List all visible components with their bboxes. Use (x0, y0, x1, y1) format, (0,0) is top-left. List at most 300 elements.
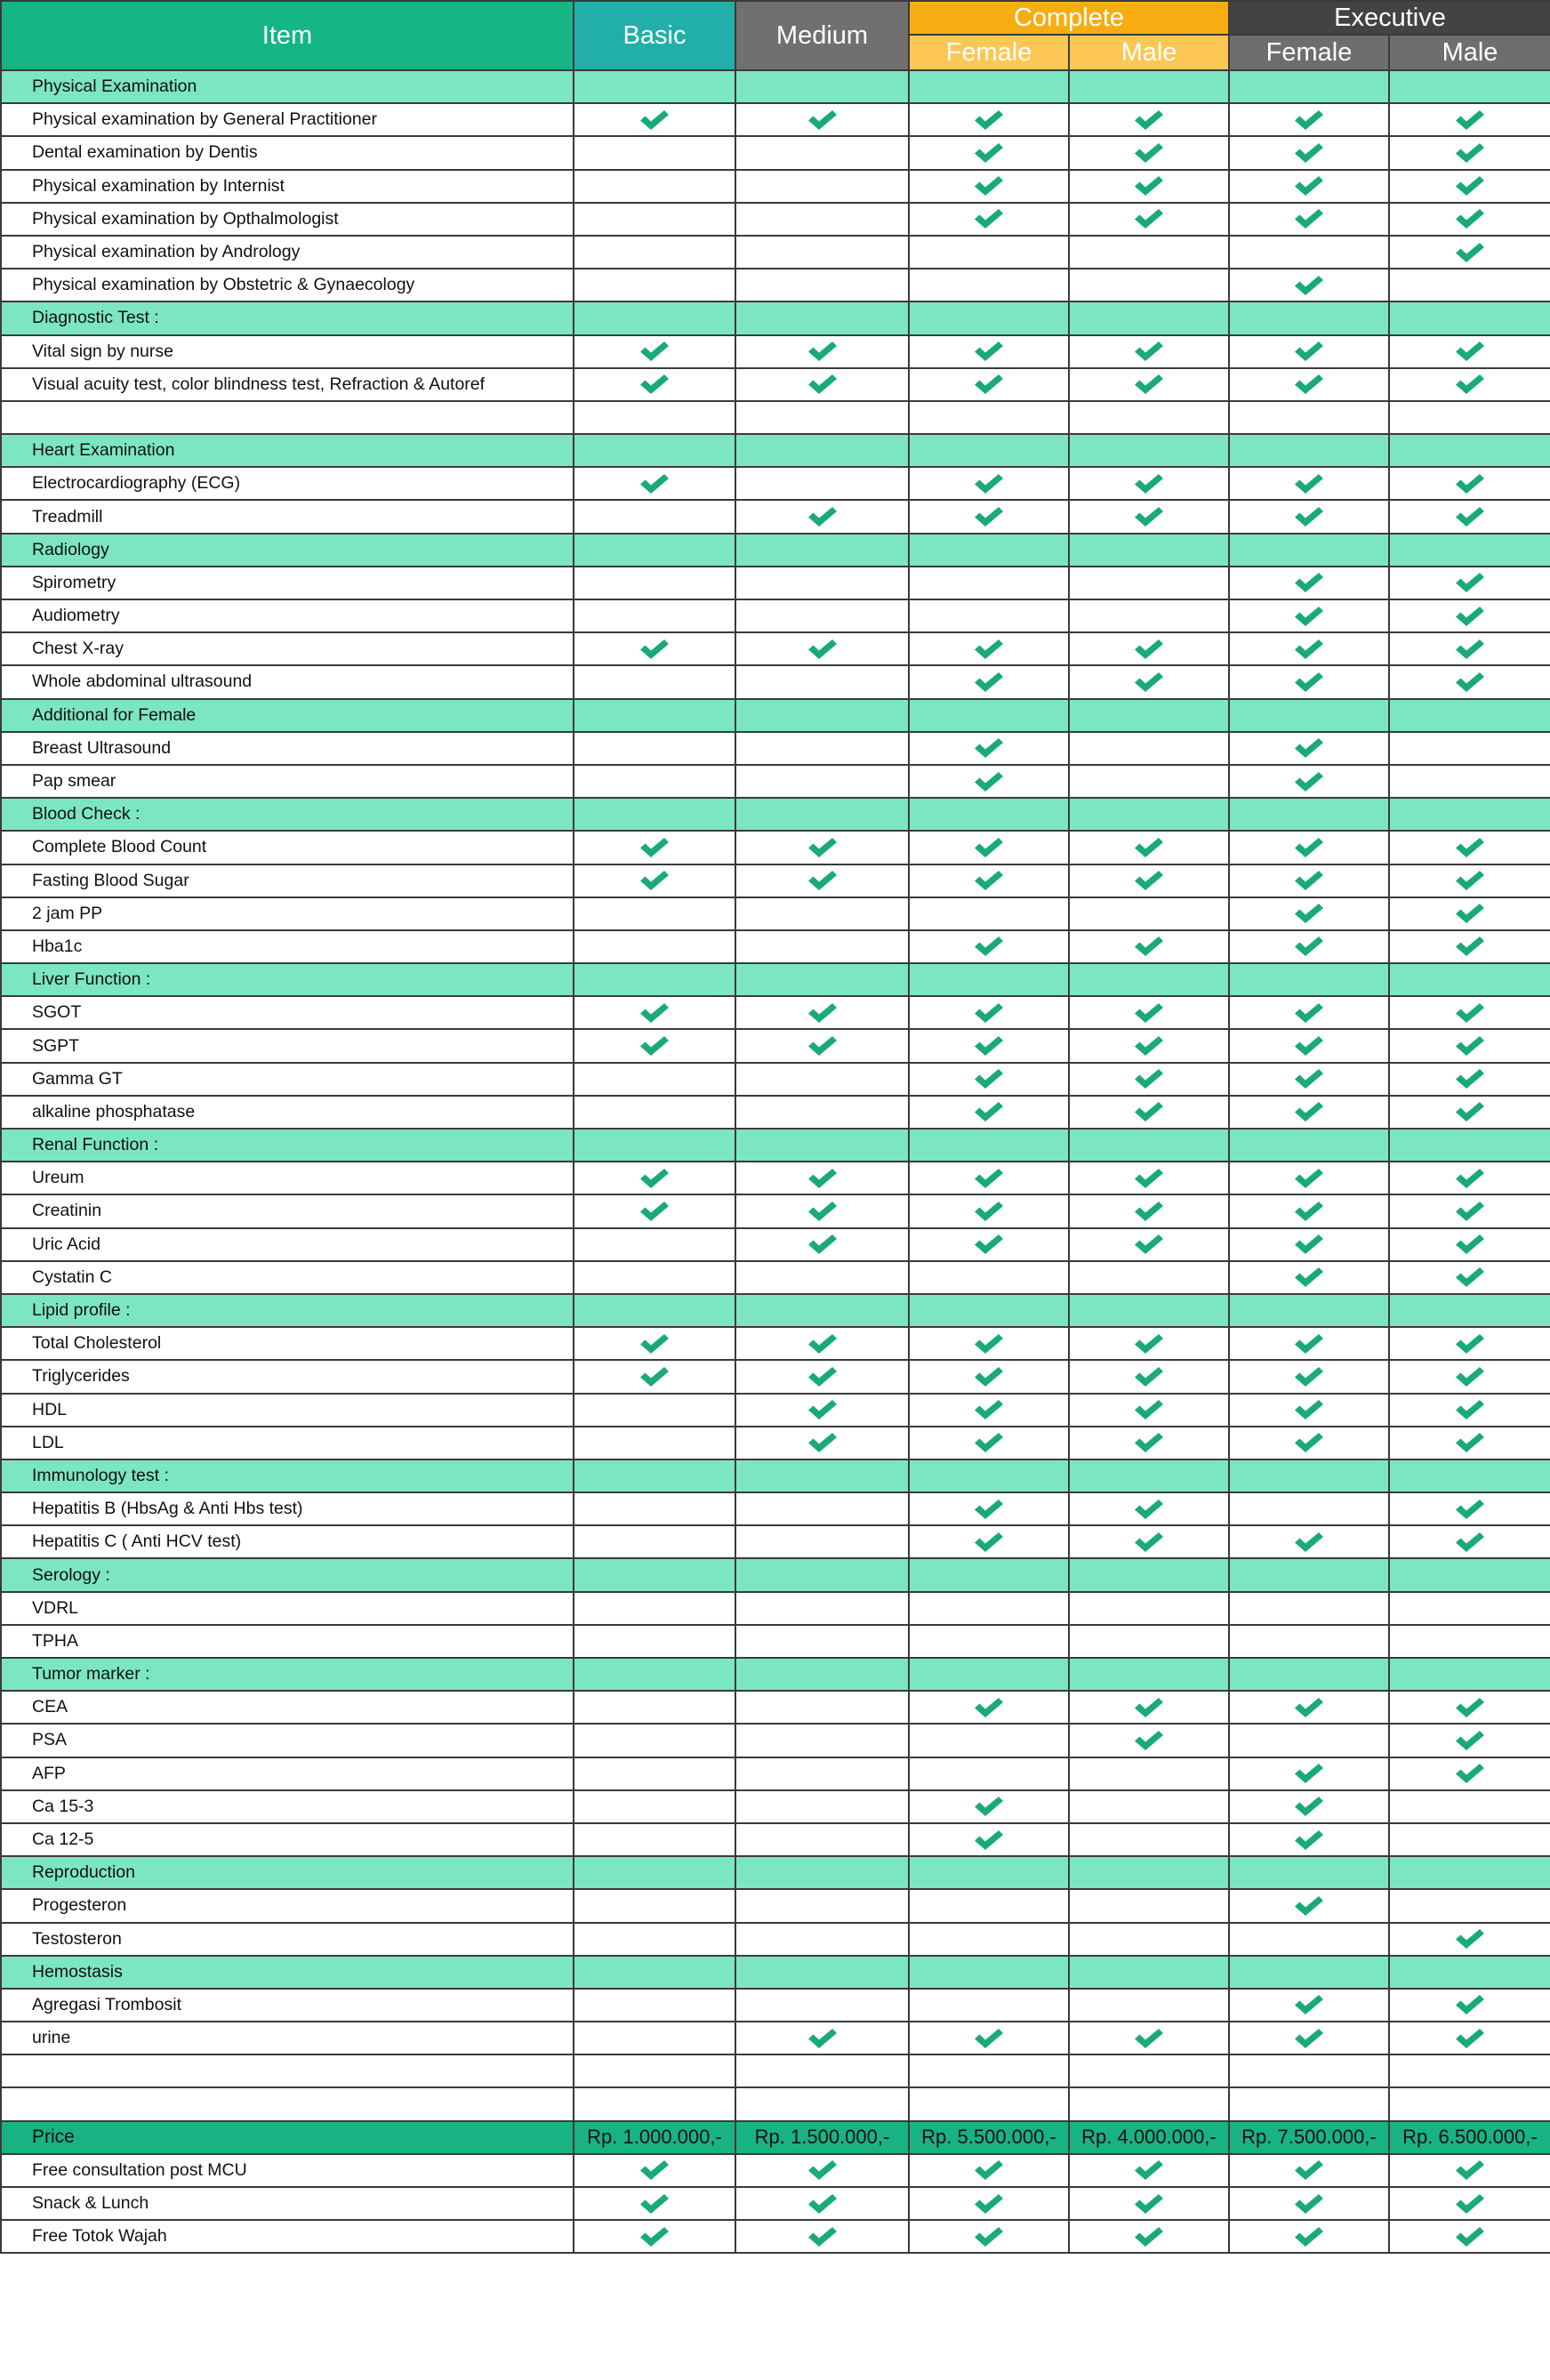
check-icon (1454, 671, 1486, 693)
check-icon (1293, 2226, 1325, 2247)
cell-basic (574, 401, 735, 434)
check-icon (1133, 2193, 1165, 2215)
cell-complete-male (1069, 1228, 1229, 1261)
cell-basic (574, 1724, 735, 1757)
cell-executive-male (1389, 1228, 1550, 1261)
cell-complete-male (1069, 1989, 1229, 2022)
cell-complete-female (909, 269, 1069, 302)
executive-male-header: Male (1389, 35, 1550, 70)
cell-executive-female (1229, 170, 1389, 203)
cell-medium (735, 1558, 909, 1591)
check-icon (973, 341, 1005, 362)
check-icon (1293, 341, 1325, 362)
check-icon (638, 1002, 671, 1024)
table-row (1, 269, 1550, 302)
cell-executive-male (1389, 1261, 1550, 1294)
check-icon (973, 671, 1005, 693)
check-icon (1293, 1234, 1325, 1255)
table-row (1, 1228, 1550, 1261)
table-row (1, 1823, 1550, 1856)
cell-complete-female (909, 1525, 1069, 1558)
section-label: Renal Function : (1, 1129, 574, 1162)
cell-medium (735, 1360, 909, 1393)
check-icon (973, 175, 1005, 197)
complete-column-header: Complete (909, 1, 1229, 35)
cell-complete-male (1069, 1394, 1229, 1427)
item-label: PSA (1, 1724, 574, 1757)
check-icon (1133, 1499, 1165, 1520)
check-icon (1293, 1035, 1325, 1057)
cell-medium (735, 2022, 909, 2054)
cell-medium (735, 1327, 909, 1360)
check-icon (1454, 175, 1486, 197)
cell-medium (735, 1724, 909, 1757)
cell-medium (735, 1592, 909, 1625)
cell-basic (574, 1063, 735, 1096)
item-label: Free Totok Wajah (1, 2220, 574, 2253)
cell-executive-male (1389, 1923, 1550, 1956)
cell-basic (574, 1327, 735, 1360)
cell-basic (574, 864, 735, 897)
table-row (1, 864, 1550, 897)
cell-executive-female (1229, 963, 1389, 996)
cell-executive-female (1229, 732, 1389, 765)
cell-executive-male (1389, 831, 1550, 864)
cell-executive-female (1229, 1228, 1389, 1261)
cell-complete-female (909, 665, 1069, 698)
table-row (1, 996, 1550, 1029)
check-icon (1454, 1763, 1486, 1784)
cell-medium (735, 1989, 909, 2022)
table-row (1, 2187, 1550, 2220)
cell-executive-female (1229, 236, 1389, 269)
cell-basic (574, 1162, 735, 1194)
cell-complete-male (1069, 996, 1229, 1029)
check-icon (1454, 1035, 1486, 1057)
cell-basic (574, 1029, 735, 1062)
cell-medium (735, 1856, 909, 1889)
cell-executive-male (1389, 798, 1550, 831)
check-icon (973, 1796, 1005, 1817)
cell-executive-male (1389, 434, 1550, 467)
cell-complete-female (909, 1063, 1069, 1096)
cell-complete-female (909, 1261, 1069, 1294)
cell-executive-male (1389, 236, 1550, 269)
cell-executive-female (1229, 103, 1389, 136)
cell-executive-male (1389, 930, 1550, 963)
cell-executive-male (1389, 1757, 1550, 1790)
cell-executive-male (1389, 1856, 1550, 1889)
check-icon (1454, 903, 1486, 924)
check-icon (1293, 737, 1325, 759)
cell-complete-female (909, 864, 1069, 897)
item-label: Visual acuity test, color blindness test, Refraction & Autoref (1, 368, 574, 401)
cell-complete-male (1069, 1724, 1229, 1757)
check-icon (1293, 870, 1325, 891)
cell-executive-female (1229, 1790, 1389, 1823)
cell-executive-female (1229, 831, 1389, 864)
table-row (1, 1592, 1550, 1625)
item-label: AFP (1, 1757, 574, 1790)
cell-basic (574, 1691, 735, 1724)
check-icon (638, 1035, 671, 1057)
item-label: Vital sign by nurse (1, 335, 574, 368)
table-row (1, 765, 1550, 798)
check-icon (1133, 1002, 1165, 1024)
cell-complete-female (909, 831, 1069, 864)
item-label: TPHA (1, 1625, 574, 1658)
cell-basic (574, 1823, 735, 1856)
item-label: Progesteron (1, 1889, 574, 1922)
table-row (1, 467, 1550, 500)
medium-column-header: Medium (735, 1, 909, 70)
cell-executive-male (1389, 1790, 1550, 1823)
cell-complete-female (909, 798, 1069, 831)
item-label: Physical examination by Internist (1, 170, 574, 203)
cell-complete-female (909, 1757, 1069, 1790)
cell-complete-male (1069, 534, 1229, 567)
cell-complete-male (1069, 732, 1229, 765)
check-icon (1454, 1266, 1486, 1288)
cell-medium (735, 136, 909, 169)
cell-medium (735, 1063, 909, 1096)
cell-complete-female (909, 1658, 1069, 1691)
cell-complete-female (909, 335, 1069, 368)
check-icon (1293, 374, 1325, 395)
cell-executive-female (1229, 798, 1389, 831)
check-icon (1293, 175, 1325, 197)
table-row (1, 1029, 1550, 1062)
check-icon (1293, 2193, 1325, 2215)
table-row (1, 1691, 1550, 1724)
cell-executive-male (1389, 1063, 1550, 1096)
check-icon (1293, 771, 1325, 792)
item-label: Gamma GT (1, 1063, 574, 1096)
cell-executive-female (1229, 930, 1389, 963)
check-icon (973, 1829, 1005, 1851)
table-row (1, 632, 1550, 665)
item-label: Physical examination by Andrology (1, 236, 574, 269)
check-icon (973, 374, 1005, 395)
cell-executive-male (1389, 1823, 1550, 1856)
cell-executive-female (1229, 2187, 1389, 2220)
cell-complete-male (1069, 236, 1229, 269)
check-icon (638, 473, 671, 494)
check-icon (1133, 2159, 1165, 2181)
item-column-header: Item (1, 1, 574, 70)
cell-complete-female (909, 599, 1069, 632)
cell-complete-female (909, 1923, 1069, 1956)
cell-complete-female (909, 302, 1069, 334)
check-icon (973, 2159, 1005, 2181)
check-icon (1454, 1499, 1486, 1520)
check-icon (1454, 936, 1486, 957)
cell-basic (574, 70, 735, 103)
cell-executive-male (1389, 1029, 1550, 1062)
cell-basic (574, 534, 735, 567)
cell-medium (735, 996, 909, 1029)
cell-complete-male (1069, 665, 1229, 698)
cell-basic (574, 798, 735, 831)
check-icon (638, 1168, 671, 1189)
check-icon (807, 2159, 839, 2181)
item-label: Hepatitis B (HbsAg & Anti Hbs test) (1, 1492, 574, 1525)
check-icon (1293, 208, 1325, 229)
cell-complete-female (909, 1194, 1069, 1227)
table-row (1, 368, 1550, 401)
cell-complete-female (909, 1228, 1069, 1261)
check-icon (638, 1366, 671, 1387)
cell-complete-male (1069, 2054, 1229, 2087)
cell-executive-male (1389, 1096, 1550, 1129)
cell-executive-male (1389, 2154, 1550, 2187)
check-icon (973, 1333, 1005, 1355)
check-icon (1454, 1201, 1486, 1222)
check-icon (807, 1035, 839, 1057)
table-row (1, 500, 1550, 533)
cell-executive-male (1389, 1724, 1550, 1757)
cell-basic (574, 236, 735, 269)
cell-complete-female (909, 567, 1069, 599)
cell-executive-male (1389, 632, 1550, 665)
cell-executive-male (1389, 467, 1550, 500)
item-label: CEA (1, 1691, 574, 1724)
cell-executive-female (1229, 1658, 1389, 1691)
cell-executive-male (1389, 1162, 1550, 1194)
cell-executive-female (1229, 1394, 1389, 1427)
cell-medium (735, 1625, 909, 1658)
cell-complete-male (1069, 70, 1229, 103)
section-label: Heart Examination (1, 434, 574, 467)
cell-complete-female (909, 1427, 1069, 1459)
cell-medium (735, 2154, 909, 2187)
cell-executive-male (1389, 1691, 1550, 1724)
cell-complete-female (909, 500, 1069, 533)
cell-medium (735, 567, 909, 599)
check-icon (1454, 1101, 1486, 1122)
table-row (1, 2087, 1550, 2120)
cell-complete-female (909, 2087, 1069, 2120)
cell-complete-male (1069, 765, 1229, 798)
check-icon (1454, 1432, 1486, 1453)
cell-executive-male (1389, 2022, 1550, 2054)
check-icon (1293, 2159, 1325, 2181)
check-icon (1293, 903, 1325, 924)
check-icon (973, 2226, 1005, 2247)
cell-complete-male (1069, 1823, 1229, 1856)
cell-complete-male (1069, 699, 1229, 732)
check-icon (1133, 208, 1165, 229)
table-row (1, 170, 1550, 203)
check-icon (1293, 473, 1325, 494)
check-icon (1293, 837, 1325, 858)
check-icon (973, 1201, 1005, 1222)
check-icon (1293, 606, 1325, 627)
cell-executive-male (1389, 1129, 1550, 1162)
price-basic: Rp. 1.000.000,- (574, 2121, 735, 2154)
check-icon (973, 837, 1005, 858)
cell-basic (574, 136, 735, 169)
check-icon (973, 1101, 1005, 1122)
check-icon (1133, 1399, 1165, 1420)
item-label: Physical examination by Obstetric & Gynaecology (1, 269, 574, 302)
item-label: Physical examination by Opthalmologist (1, 203, 574, 236)
cell-executive-female (1229, 1261, 1389, 1294)
cell-complete-male (1069, 500, 1229, 533)
item-label: Audiometry (1, 599, 574, 632)
complete-male-header: Male (1069, 35, 1229, 70)
cell-medium (735, 864, 909, 897)
item-label: Total Cholesterol (1, 1327, 574, 1360)
cell-basic (574, 170, 735, 203)
item-label: alkaline phosphatase (1, 1096, 574, 1129)
check-icon (1293, 1068, 1325, 1089)
item-label: Physical examination by General Practitioner (1, 103, 574, 136)
check-icon (1293, 1829, 1325, 1851)
check-icon (807, 837, 839, 858)
section-label: Radiology (1, 534, 574, 567)
check-icon (1454, 1928, 1486, 1950)
check-icon (973, 1697, 1005, 1718)
cell-basic (574, 1923, 735, 1956)
check-icon (973, 1532, 1005, 1553)
section-row (1, 699, 1550, 732)
check-icon (1293, 1697, 1325, 1718)
cell-complete-male (1069, 1492, 1229, 1525)
table-row (1, 1261, 1550, 1294)
cell-executive-male (1389, 699, 1550, 732)
cell-executive-female (1229, 1989, 1389, 2022)
cell-complete-female (909, 236, 1069, 269)
cell-complete-male (1069, 599, 1229, 632)
cell-executive-male (1389, 335, 1550, 368)
item-label: HDL (1, 1394, 574, 1427)
cell-complete-female (909, 2022, 1069, 2054)
table-row (1, 136, 1550, 169)
cell-medium (735, 1194, 909, 1227)
cell-basic (574, 1096, 735, 1129)
check-icon (1454, 2226, 1486, 2247)
item-label: SGOT (1, 996, 574, 1029)
cell-complete-male (1069, 136, 1229, 169)
cell-complete-female (909, 368, 1069, 401)
cell-complete-male (1069, 1129, 1229, 1162)
cell-basic (574, 1558, 735, 1591)
check-icon (1293, 1763, 1325, 1784)
cell-executive-female (1229, 2022, 1389, 2054)
check-icon (1133, 1432, 1165, 1453)
cell-medium (735, 1459, 909, 1492)
cell-basic (574, 1757, 735, 1790)
check-icon (1133, 1333, 1165, 1355)
check-icon (1454, 242, 1486, 263)
cell-medium (735, 632, 909, 665)
cell-complete-female (909, 1989, 1069, 2022)
table-row (1, 103, 1550, 136)
check-icon (1293, 1333, 1325, 1355)
check-icon (1454, 2159, 1486, 2181)
check-icon (807, 2226, 839, 2247)
check-icon (1133, 1366, 1165, 1387)
cell-basic (574, 103, 735, 136)
executive-female-header: Female (1229, 35, 1389, 70)
cell-medium (735, 1294, 909, 1327)
table-row (1, 236, 1550, 269)
cell-basic (574, 368, 735, 401)
cell-complete-female (909, 632, 1069, 665)
section-row (1, 534, 1550, 567)
cell-basic (574, 1228, 735, 1261)
check-icon (1454, 870, 1486, 891)
check-icon (1133, 506, 1165, 527)
cell-executive-female (1229, 1063, 1389, 1096)
cell-executive-female (1229, 1492, 1389, 1525)
cell-complete-female (909, 1592, 1069, 1625)
price-executive-female: Rp. 7.500.000,- (1229, 2121, 1389, 2154)
check-icon (807, 506, 839, 527)
cell-executive-male (1389, 1889, 1550, 1922)
check-icon (1133, 671, 1165, 693)
check-icon (1454, 2193, 1486, 2215)
cell-basic (574, 2054, 735, 2087)
check-icon (1133, 473, 1165, 494)
cell-executive-male (1389, 996, 1550, 1029)
cell-executive-female (1229, 1327, 1389, 1360)
check-icon (1133, 837, 1165, 858)
cell-basic (574, 1261, 735, 1294)
check-icon (973, 737, 1005, 759)
cell-basic (574, 765, 735, 798)
check-icon (807, 1234, 839, 1255)
cell-medium (735, 302, 909, 334)
section-label: Additional for Female (1, 699, 574, 732)
cell-executive-female (1229, 136, 1389, 169)
check-icon (973, 1002, 1005, 1024)
cell-executive-female (1229, 500, 1389, 533)
cell-executive-male (1389, 1427, 1550, 1459)
section-label: Lipid profile : (1, 1294, 574, 1327)
section-label: Blood Check : (1, 798, 574, 831)
cell-executive-female (1229, 699, 1389, 732)
check-icon (638, 2193, 671, 2215)
cell-medium (735, 963, 909, 996)
item-label: Free consultation post MCU (1, 2154, 574, 2187)
cell-basic (574, 2022, 735, 2054)
cell-complete-female (909, 1790, 1069, 1823)
table-row (1, 1923, 1550, 1956)
cell-complete-male (1069, 2022, 1229, 2054)
cell-complete-female (909, 1492, 1069, 1525)
item-label: Electrocardiography (ECG) (1, 467, 574, 500)
check-icon (1454, 2028, 1486, 2049)
cell-executive-female (1229, 434, 1389, 467)
cell-medium (735, 2054, 909, 2087)
check-icon (1133, 1168, 1165, 1189)
cell-complete-male (1069, 434, 1229, 467)
check-icon (807, 2028, 839, 2049)
cell-executive-male (1389, 567, 1550, 599)
section-row (1, 963, 1550, 996)
cell-medium (735, 467, 909, 500)
cell-medium (735, 798, 909, 831)
cell-complete-female (909, 1459, 1069, 1492)
item-label: Ureum (1, 1162, 574, 1194)
cell-executive-male (1389, 765, 1550, 798)
cell-complete-female (909, 765, 1069, 798)
section-label: Physical Examination (1, 70, 574, 103)
cell-basic (574, 1658, 735, 1691)
cell-medium (735, 599, 909, 632)
